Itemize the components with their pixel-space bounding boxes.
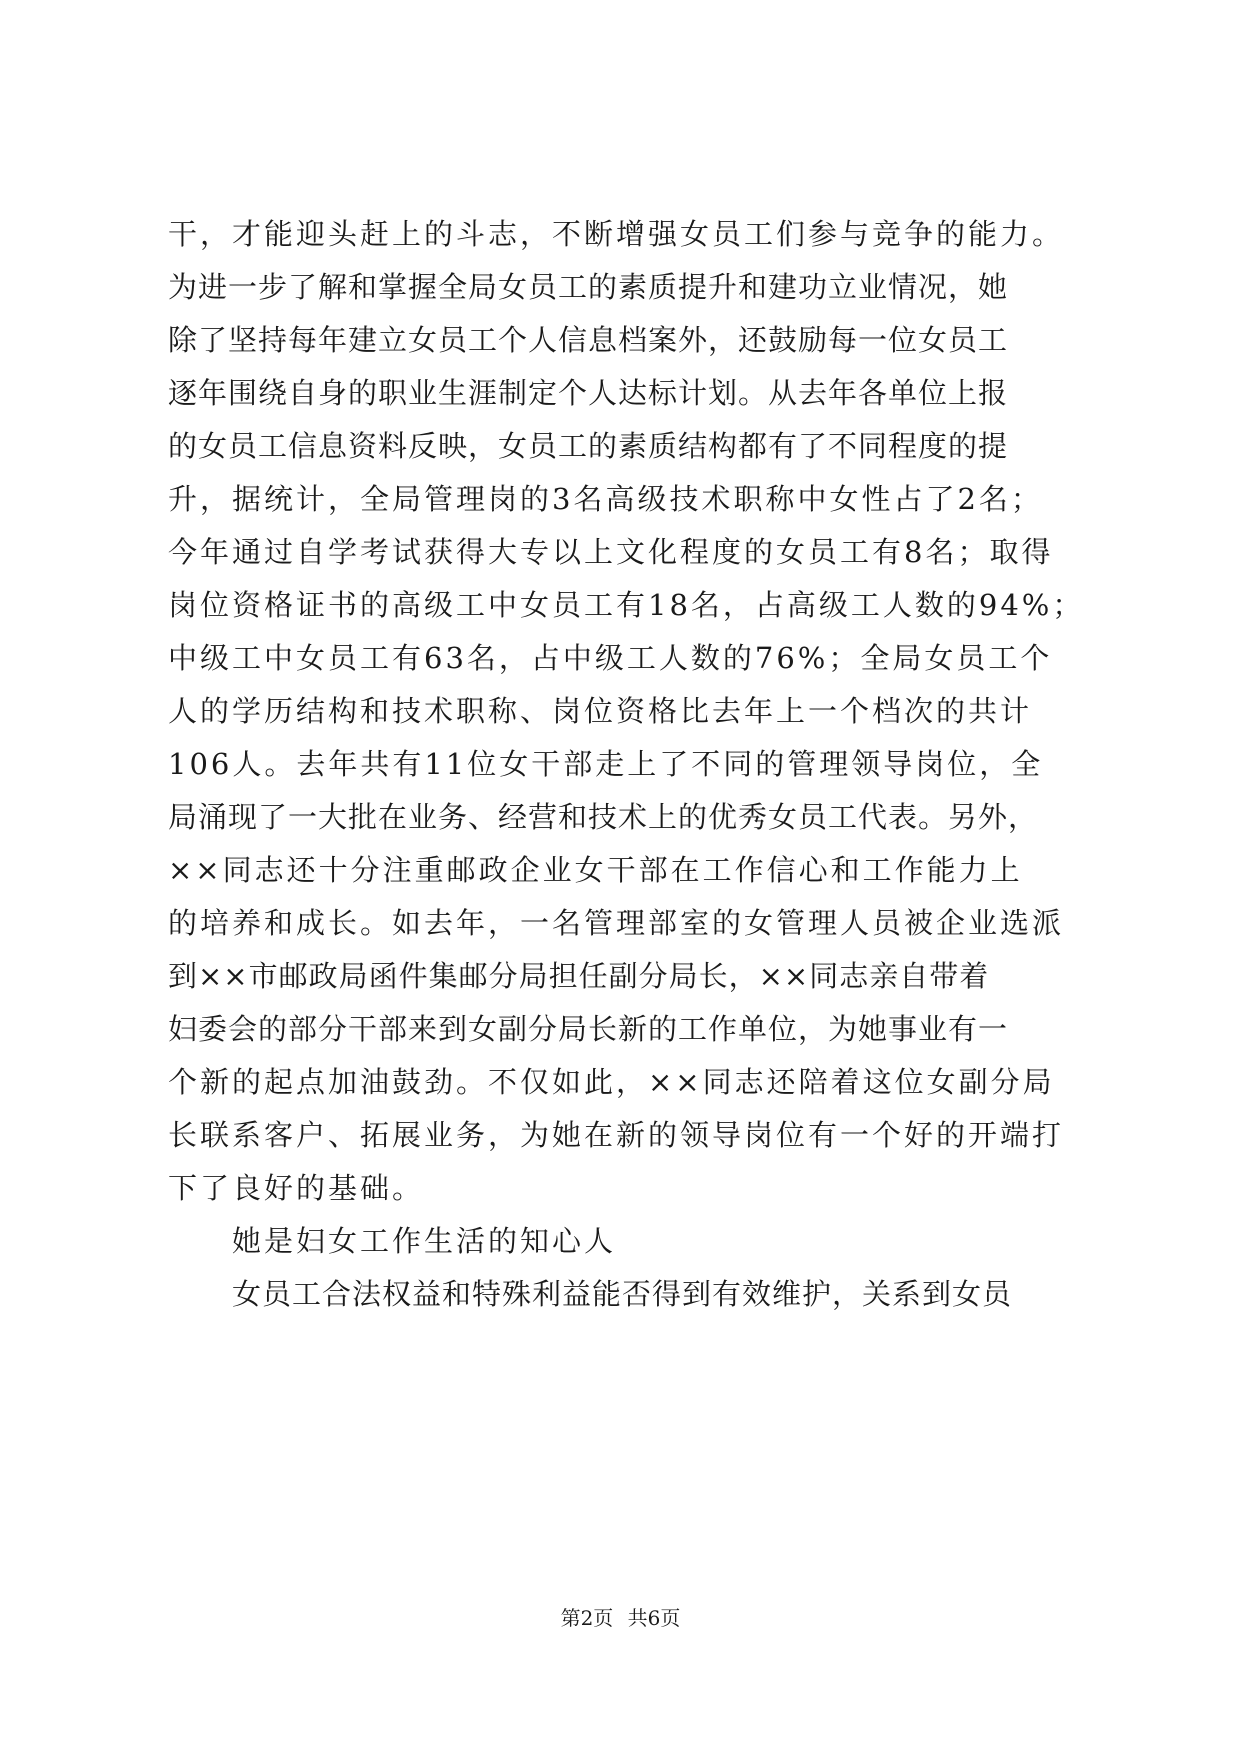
page-footer — [0, 1605, 1241, 1631]
body-line-19: 下了良好的基础。 — [168, 1171, 425, 1205]
body-line-6: 升，据统计，全局管理岗的3名高级技术职称中女性占了2名； — [168, 482, 1043, 516]
body-line-4: 逐年围绕自身的职业生涯制定个人达标计划。从去年各单位上报 — [168, 376, 1009, 410]
page-number-total: 共6页 — [627, 1606, 681, 1630]
body-line-5: 的女员工信息资料反映，女员工的素质结构都有了不同程度的提 — [168, 429, 1009, 463]
body-line-8: 岗位资格证书的高级工中女员工有18名，占高级工人数的94%； — [168, 588, 1085, 622]
body-line-7: 今年通过自学考试获得大专以上文化程度的女员工有8名；取得 — [168, 535, 1054, 569]
body-line-9: 中级工中女员工有63名，占中级工人数的76%；全局女员工个 — [168, 641, 1053, 675]
body-line-14: 的培养和成长。如去年，一名管理部室的女管理人员被企业选派 — [168, 906, 1065, 940]
body-line-17: 个新的起点加油鼓劲。不仅如此，××同志还陪着这位女副分局 — [168, 1065, 1055, 1099]
body-line-12: 局涌现了一大批在业务、经营和技术上的优秀女员工代表。另外， — [168, 800, 1039, 834]
body-line-18: 长联系客户、拓展业务，为她在新的领导岗位有一个好的开端打 — [168, 1118, 1065, 1152]
page-number-current: 第2页 — [560, 1606, 614, 1630]
body-line-last: 女员工合法权益和特殊利益能否得到有效维护，关系到女员 — [232, 1277, 1013, 1311]
body-line-11: 106人。去年共有11位女干部走上了不同的管理领导岗位，全 — [168, 747, 1044, 781]
body-line-10: 人的学历结构和技术职称、岗位资格比去年上一个档次的共计 — [168, 694, 1033, 728]
body-line-3: 除了坚持每年建立女员工个人信息档案外，还鼓励每一位女员工 — [168, 323, 1009, 357]
body-line-2: 为进一步了解和掌握全局女员工的素质提升和建功立业情况，她 — [168, 270, 1009, 304]
section-heading: 她是妇女工作生活的知心人 — [232, 1224, 617, 1258]
body-line-13: ××同志还十分注重邮政企业女干部在工作信心和工作能力上 — [168, 853, 1023, 887]
body-line-1: 干，才能迎头赶上的斗志，不断增强女员工们参与竞争的能力。 — [168, 217, 1065, 251]
body-line-15: 到××市邮政局函件集邮分局担任副分局长，××同志亲自带着 — [168, 959, 990, 993]
body-line-16: 妇委会的部分干部来到女副分局长新的工作单位，为她事业有一 — [168, 1012, 1009, 1046]
